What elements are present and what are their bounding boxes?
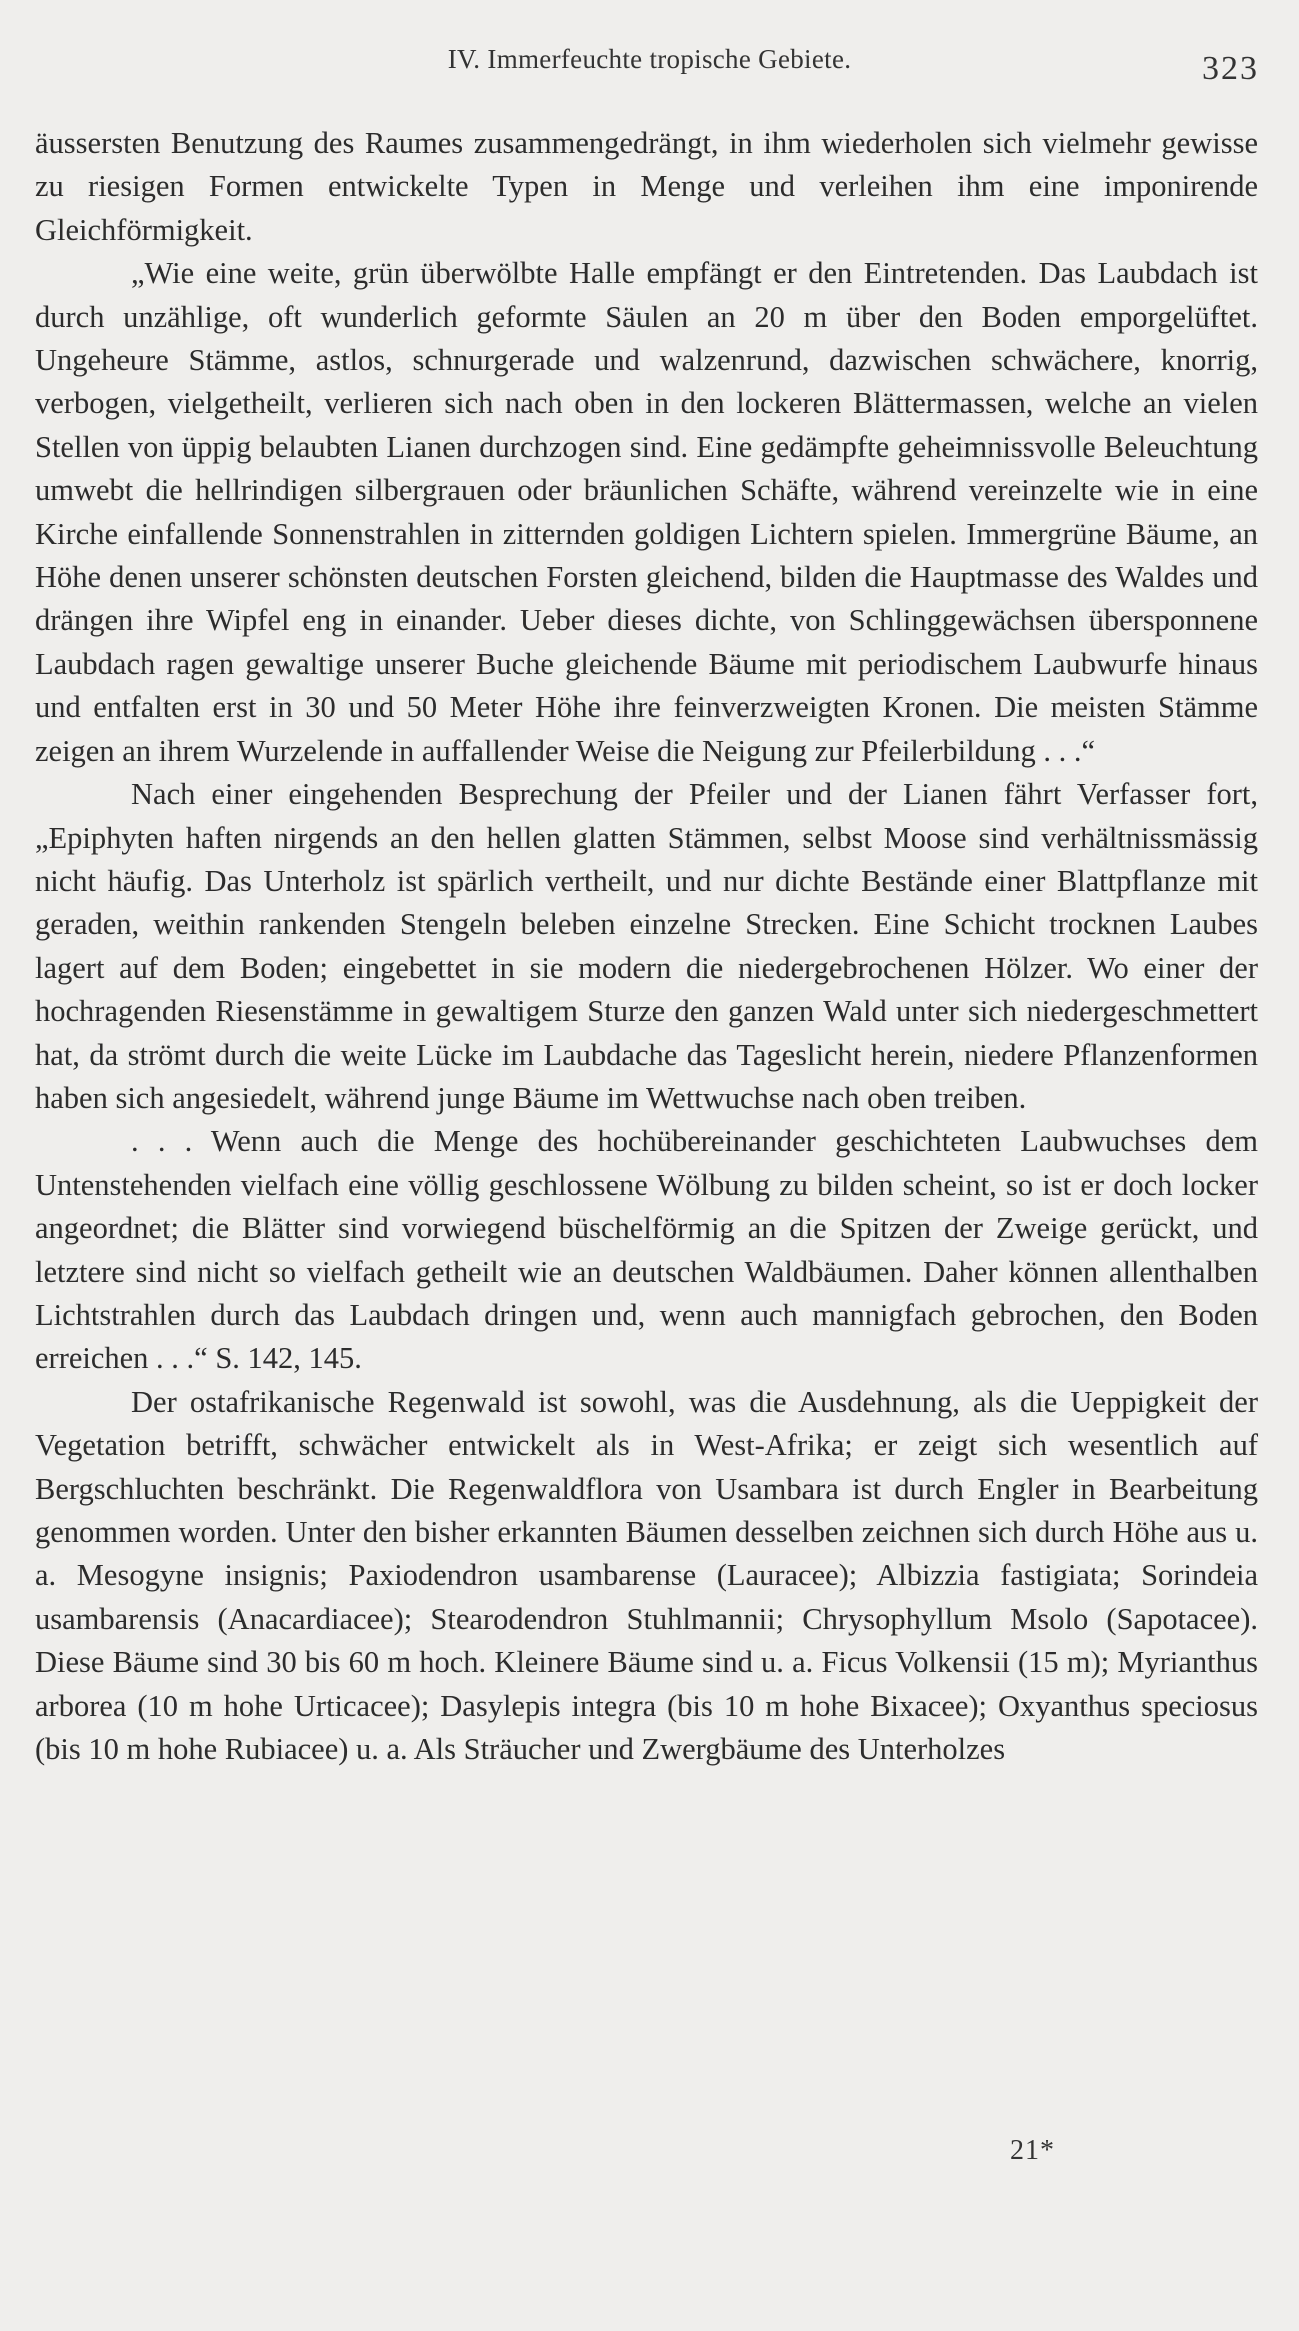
body-text bbox=[35, 122, 1258, 1771]
paragraph-quote-hall: „Wie eine weite, grün überwölbte Halle empfängt er den Eintretenden. Das Laubdach ist durch unzählige, oft wunderlich geformte Säulen an 20 m über den Boden emporgelüftet. Ungeheure Stämme, astlos, schnurgerade und walzenrund, dazwischen schwächere, knorrig, verbogen, vielgetheilt, verlieren sich nach oben in den lockeren Blättermassen, welche an vielen Stellen von üppig belaubten Lianen durchzogen sind. Eine gedämpfte geheimnissvolle Beleuchtung umwebt die hellrindigen silbergrauen oder bräunlichen Schäfte, während vereinzelte wie in eine Kirche einfallende Sonnenstrahlen in zitternden goldigen Lichtern spielen. Immergrüne Bäume, an Höhe denen unserer schönsten deutschen Forsten gleichend, bilden die Hauptmasse des Waldes und drängen ihre Wipfel eng in einander. Ueber dieses dichte, von Schlinggewächsen übersponnene Laubdach ragen gewaltige unserer Buche gleichende Bäume mit periodischem Laubwurfe hinaus und entfalten erst in 30 und 50 Meter Höhe ihre feinverzweigten Kronen. Die meisten Stämme zeigen an ihrem Wurzelende in auffallender Weise die Neigung zur Pfeilerbildung . . .“ bbox=[35, 256, 1258, 768]
paragraph-east-africa: Der ostafrikanische Regenwald ist sowohl, was die Ausdehnung, als die Ueppigkeit der Vegetation betrifft, schwächer entwickelt als in West-Afrika; er zeigt sich wesentlich auf Bergschluchten beschränkt. Die Regenwaldflora von Usambara ist durch Engler in Bearbeitung genommen worden. Unter den bisher erkannten Bäumen desselben zeichnen sich durch Höhe aus u. a. Mesogyne insignis; Paxiodendron usambarense (Lauracee); Albizzia fastigiata; Sorindeia usambarensis (Anacardiacee); Stearodendron Stuhlmannii; Chrysophyllum Msolo (Sapotacee). Diese Bäume sind 30 bis 60 m hoch. Kleinere Bäume sind u. a. Ficus Volkensii (15 m); Myrianthus arborea (10 m hohe Urticacee); Dasylepis integra (bis 10 m hohe Bixacee); Oxyanthus speciosus (bis 10 m hohe Rubiacee) u. a. Als Sträucher und Zwergbäume des Unterholzes bbox=[35, 1384, 1258, 1767]
paragraph-continuation: äussersten Benutzung des Raumes zusammengedrängt, in ihm wiederholen sich vielmehr gewisse zu riesigen Formen entwickelte Typen in Menge und verleihen ihm eine imponirende Gleichförmigkeit. bbox=[35, 126, 1258, 247]
paragraph-epiphytes: Nach einer eingehenden Besprechung der Pfeiler und der Lianen fährt Verfasser fort, „Epiphyten haften nirgends an den hellen glatten Stämmen, selbst Moose sind verhältnissmässig nicht häufig. Das Unterholz ist spärlich vertheilt, und nur dichte Bestände einer Blattpflanze mit geraden, weithin rankenden Stengeln beleben einzelne Strecken. Eine Schicht trocknen Laubes lagert auf dem Boden; eingebettet in sie modern die niedergebrochenen Hölzer. Wo einer der hochragenden Riesenstämme in gewaltigem Sturze den ganzen Wald unter sich niedergeschmettert hat, da strömt durch die weite Lücke im Laubdache das Tageslicht herein, niedere Pflanzenformen haben sich angesiedelt, während junge Bäume im Wettwuchse nach oben treiben. bbox=[35, 777, 1258, 1115]
running-title: IV. Immerfeuchte tropische Gebiete. bbox=[447, 44, 852, 74]
signature-mark: 21* bbox=[1010, 2135, 1055, 2166]
page-number: 323 bbox=[1202, 50, 1259, 87]
paragraph-canopy: . . . Wenn auch die Menge des hochübereinander geschichteten Laubwuchses dem Untenstehenden vielfach eine völlig geschlossene Wölbung zu bilden scheint, so ist er doch locker angeordnet; die Blätter sind vorwiegend büschelförmig an die Spitzen der Zweige gerückt, und letztere sind nicht so vielfach getheilt wie an deutschen Waldbäumen. Daher können allenthalben Lichtstrahlen durch das Laubdach dringen und, wenn auch mannigfach gebrochen, den Boden erreichen . . .“ S. 142, 145. bbox=[35, 1124, 1258, 1376]
